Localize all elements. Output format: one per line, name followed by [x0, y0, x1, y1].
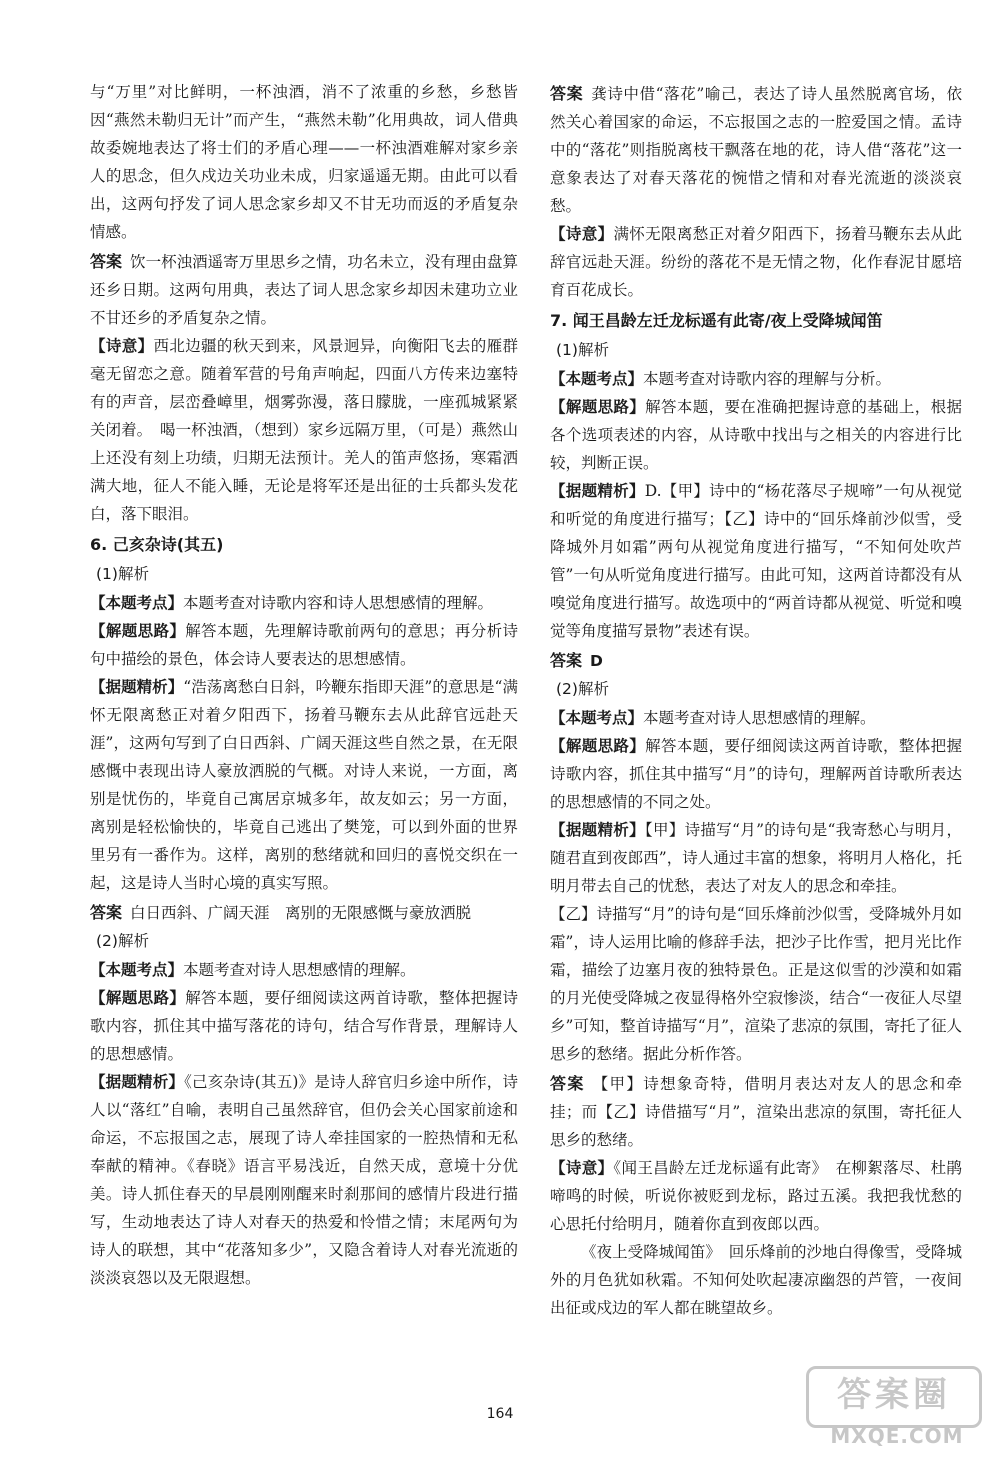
detailed-analysis-text: D.【甲】诗中的“杨花落尽子规啼”一句从视觉和听觉的角度进行描写；【乙】诗中的“回乐烽前沙似雪，受降城外月如霜”两句从视觉角度进行描写，“不知何处吹芦管”一句从听觉角度进行描写。由此可知，这两首诗都没有从嗅觉角度进行描写。故选项中的“两首诗都从视觉、听觉和嗅觉等角度描写景物”表述有误。 [550, 482, 962, 640]
answer-text: 白日西斜、广阔天涯 离别的无限感慨与豪放洒脱 [130, 904, 472, 922]
poem-meaning-text: 满怀无限离愁正对着夕阳西下，扬着马鞭东去从此辞官远赴天涯。纷纷的落花不是无情之物，化作春泥甘愿培育百花成长。 [550, 225, 962, 299]
poem-meaning-label: 【诗意】 [550, 225, 614, 243]
exam-point-text: 本题考查对诗人思想感情的理解。 [183, 961, 416, 979]
detailed-analysis-label: 【据题精析】 [550, 821, 645, 839]
solution-approach [90, 984, 518, 1068]
detailed-analysis [90, 673, 518, 897]
solution-approach-text: 解答本题，要仔细阅读这两首诗歌，整体把握诗歌内容，抓住其中描写落花的诗句，结合写作背景，理解诗人的思想感情。 [90, 989, 518, 1063]
detailed-analysis [550, 816, 962, 900]
question-7-part-2: (2)解析 [556, 680, 609, 698]
watermark-logo [812, 1366, 982, 1450]
solution-approach-label: 【解题思路】 [550, 398, 646, 416]
paragraph: 与“万里”对比鲜明，一杯浊酒，消不了浓重的乡愁，乡愁皆因“燕然未勒归无计”而产生，“燕然未勒”化用典故，词人借典故委婉地表达了将士们的矛盾心理——一杯浊酒难解对家乡亲人的思念，但久戍边关功业未成，归家遥遥无期。由此可以看出，这两句抒发了词人思念家乡却又不甘无功而返的矛盾复杂情感。 [90, 83, 518, 241]
detailed-analysis [90, 1068, 518, 1292]
question-6-part-1: (1)解析 [96, 565, 149, 583]
solution-approach-text: 解答本题，要仔细阅读这两首诗歌，整体把握诗歌内容，抓住其中描写“月”的诗句，理解两首诗歌所表达的思想感情的不同之处。 [550, 737, 962, 811]
solution-approach-label: 【解题思路】 [550, 737, 646, 755]
question-7-part-1: (1)解析 [556, 341, 609, 359]
answer-block [550, 80, 962, 220]
solution-approach-text: 解答本题，先理解诗歌前两句的意思；再分析诗句中描绘的景色，体会诗人要表达的思想感情。 [90, 622, 518, 668]
exam-point [90, 589, 518, 617]
solution-approach-text: 解答本题，要在准确把握诗意的基础上，根据各个选项表述的内容，从诗歌中找出与之相关的内容进行比较，判断正误。 [550, 398, 962, 472]
solution-approach [550, 393, 962, 477]
poem-meaning-text: 《闻王昌龄左迁龙标遥有此寄》 在柳絮落尽、杜鹃啼鸣的时候，听说你被贬到龙标，路过五溪。我把我忧愁的心思托付给明月，随着你直到夜郎以西。 [550, 1159, 962, 1233]
poem-meaning-label: 【诗意】 [550, 1159, 614, 1177]
answer-label: 答案 [550, 1074, 585, 1093]
question-6-part-2: (2)解析 [96, 932, 149, 950]
solution-approach [90, 617, 518, 673]
detailed-analysis-label: 【据题精析】 [550, 482, 645, 500]
answer-text: 【甲】诗想象奇特，借明月表达对友人的思念和牵挂；而【乙】诗借描写“月”，渲染出悲凉的氛围，寄托征人思乡的愁绪。 [550, 1075, 962, 1149]
watermark-logo-text: 答案圈 [806, 1366, 982, 1428]
detailed-analysis-text: 【甲】诗描写“月”的诗句是“我寄愁心与明月，随君直到夜郎西”，诗人通过丰富的想象，将明月人格化，托明月带去自己的忧愁，表达了对友人的思念和牵挂。 [550, 821, 962, 895]
poem-meaning-text: 西北边疆的秋天到来，风景迥异，向衡阳飞去的雁群毫无留恋之意。随着军营的号角声响起，四面八方传来边塞特有的声音，层峦叠嶂里，烟雾弥漫，落日朦胧，一座孤城紧紧关闭着。 喝一杯浊酒，（想到）家乡远隔万里，（可是）燕然山上还没有刻上功绩，归期无法预计。羌人的笛声悠扬，寒霜洒满大地，征人不能入睡，无论是将军还是出征的士兵都头发花白，落下眼泪。 [90, 337, 518, 523]
question-6-title: 6. 己亥杂诗(其五) [90, 535, 224, 554]
answer-label: 答案 [90, 903, 123, 922]
answer-text: D [590, 652, 603, 670]
answer-block [90, 248, 518, 332]
page-number: 164 [486, 1406, 514, 1422]
detailed-analysis-label: 【据题精析】 [90, 1073, 185, 1091]
answer-label: 答案 [550, 84, 584, 103]
answer-text: 饮一杯浊酒遥寄万里思乡之情，功名未立，没有理由盘算还乡日期。这两句用典，表达了词人思念家乡却因未建功立业不甘还乡的矛盾复杂之情。 [90, 253, 518, 327]
exam-point [550, 365, 962, 393]
detailed-analysis-text: “浩荡离愁白日斜，吟鞭东指即天涯”的意思是“满怀无限离愁正对着夕阳西下，扬着马鞭东去从此辞官远赴天涯”，这两句写到了白日西斜、广阔天涯这些自然之景，在无限感慨中表现出诗人豪放洒脱的气概。对诗人来说，一方面，离别是忧伤的，毕竟自己寓居京城多年，故友如云；另一方面，离别是轻松愉快的，毕竟自己逃出了樊笼，可以到外面的世界里另有一番作为。这样，离别的愁绪就和回归的喜悦交织在一起，这是诗人当时心境的真实写照。 [90, 678, 518, 892]
exam-point [90, 956, 518, 984]
answer-block [550, 1070, 962, 1154]
exam-point-text: 本题考查对诗歌内容和诗人思想感情的理解。 [183, 594, 494, 612]
exam-point [550, 704, 962, 732]
poem-meaning-label: 【诗意】 [90, 337, 154, 355]
exam-point-label: 【本题考点】 [90, 961, 184, 979]
exam-point-label: 【本题考点】 [550, 370, 644, 388]
exam-point-text: 本题考查对诗人思想感情的理解。 [643, 709, 876, 727]
solution-approach-label: 【解题思路】 [90, 622, 186, 640]
answer-text: 龚诗中借“落花”喻己，表达了诗人虽然脱离官场，依然关心着国家的命运，不忘报国之志的一腔爱国之情。孟诗中的“落花”则指脱离枝干飘落在地的花，诗人借“落花”这一意象表达了对春天落花的惋惜之情和对春光流逝的淡淡哀愁。 [550, 85, 962, 215]
poem-meaning [550, 220, 962, 304]
detailed-analysis-continued: 【乙】诗描写“月”的诗句是“回乐烽前沙似雪，受降城外月如霜”，诗人运用比喻的修辞手法，把沙子比作雪，把月光比作霜，描绘了边塞月夜的独特景色。正是这似雪的沙漠和如霜的月光使受降城之夜显得格外空寂惨淡，结合“一夜征人尽望乡”可知，整首诗描写“月”，渲染了悲凉的氛围，寄托了征人思乡的愁绪。据此分析作答。 [550, 905, 962, 1063]
exam-point-text: 本题考查对诗歌内容的理解与分析。 [643, 370, 892, 388]
poem-meaning [550, 1154, 962, 1238]
answer-label: 答案 [550, 651, 583, 670]
poem-meaning-continued: 《夜上受降城闻笛》 回乐烽前的沙地白得像雪，受降城外的月色犹如秋霜。不知何处吹起凄凉幽怨的芦管，一夜间出征或戍边的军人都在眺望故乡。 [550, 1243, 962, 1317]
detailed-analysis [550, 477, 962, 645]
answer-block [550, 647, 962, 675]
detailed-analysis-label: 【据题精析】 [90, 678, 184, 696]
question-7-title: 7. 闻王昌龄左迁龙标遥有此寄/夜上受降城闻笛 [550, 311, 883, 330]
answer-label: 答案 [90, 252, 123, 271]
watermark-url: MXQE.COM [830, 1424, 964, 1448]
solution-approach-label: 【解题思路】 [90, 989, 186, 1007]
exam-point-label: 【本题考点】 [550, 709, 644, 727]
poem-meaning [90, 332, 518, 528]
detailed-analysis-text: 《己亥杂诗(其五)》是诗人辞官归乡途中所作，诗人以“落红”自喻，表明自己虽然辞官，但仍会关心国家前途和命运，不忘报国之志，展现了诗人牵挂国家的一腔热情和无私奉献的精神。《春晓》语言平易浅近，自然天成，意境十分优美。诗人抓住春天的早晨刚刚醒来时刹那间的感情片段进行描写，生动地表达了诗人对春天的热爱和怜惜之情；末尾两句为诗人的联想，其中“花落知多少”，又隐含着诗人对春光流逝的淡淡哀怨以及无限遐想。 [90, 1073, 518, 1287]
answer-block [90, 899, 518, 927]
exam-point-label: 【本题考点】 [90, 594, 184, 612]
solution-approach [550, 732, 962, 816]
left-column [90, 78, 518, 1292]
right-column [550, 78, 962, 1322]
